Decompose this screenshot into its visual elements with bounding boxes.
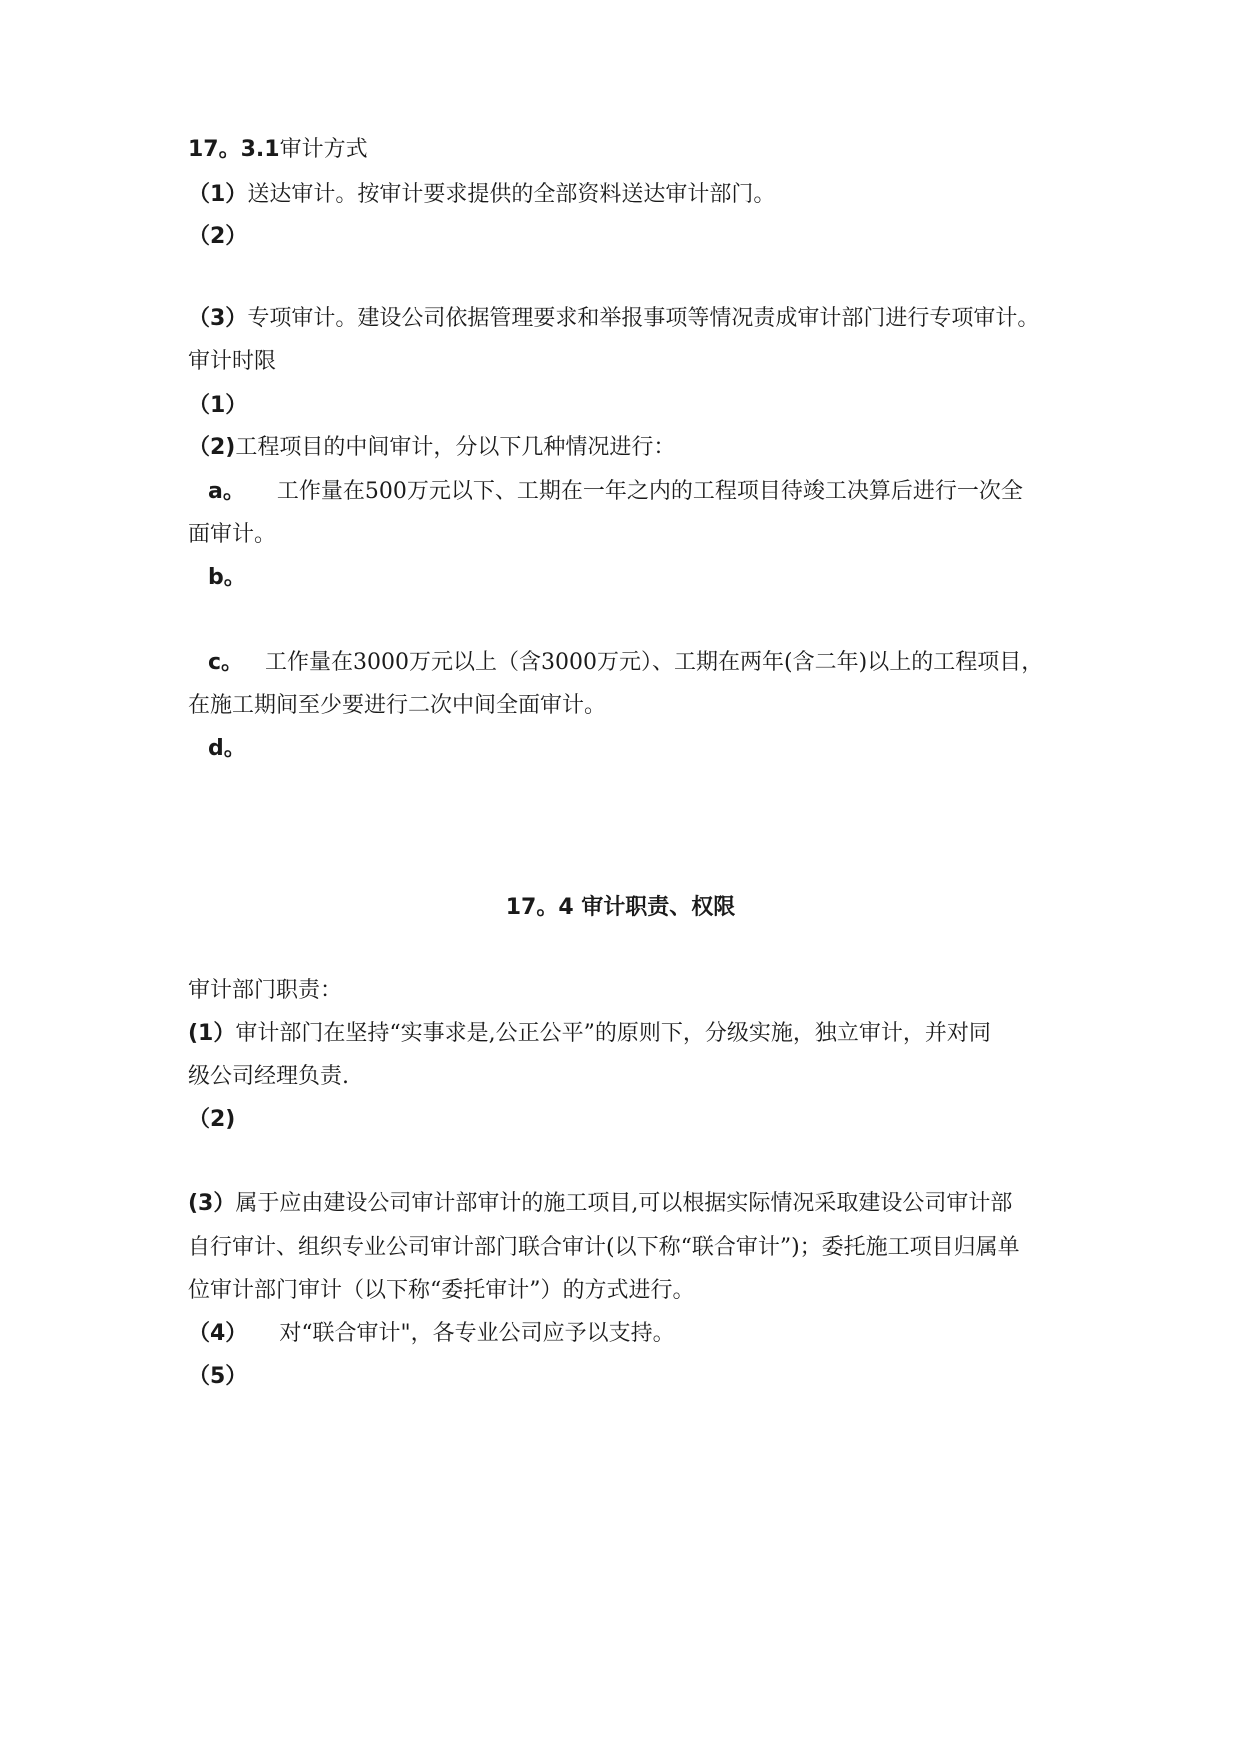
- list-item: [188, 648, 1128, 678]
- item-text: 送达审计。按审计要求提供的全部资料送达审计部门。: [247, 182, 776, 207]
- list-item: [188, 304, 1128, 334]
- item-text: 属于应由建设公司审计部审计的施工项目,可以根据实际情况采取建设公司审计部: [235, 1191, 1013, 1216]
- list-item: [188, 563, 1128, 593]
- list-item: [188, 1319, 1128, 1349]
- item-number: (3）: [188, 1191, 236, 1216]
- item-text: 专项审计。建设公司依据管理要求和举报事项等情况责成审计部门进行专项审计。: [247, 306, 1040, 331]
- item-text-continued: 位审计部门审计（以下称“委托审计”）的方式进行。: [188, 1278, 695, 1303]
- item-number: （1）: [188, 393, 248, 418]
- item-letter: c。: [208, 650, 244, 675]
- item-text: 工作量在3000万元以上（含3000万元）、工期在两年(含二年)以上的工程项目，: [265, 650, 1044, 675]
- item-text: 对“联合审计"，各专业公司应予以支持。: [279, 1321, 675, 1346]
- list-item: [188, 1189, 1128, 1219]
- paragraph-intro: 审计部门职责：: [188, 978, 343, 1003]
- item-letter: d。: [208, 736, 246, 761]
- item-number: （1）: [188, 182, 248, 207]
- item-number: （2): [188, 1107, 236, 1132]
- item-text: 工作量在500万元以下、工期在一年之内的工程项目待竣工决算后进行一次全: [276, 479, 1023, 504]
- item-number: （3）: [188, 306, 248, 331]
- item-text: 审计部门在坚持“实事求是,公正公平”的原则下，分级实施，独立审计，并对同: [235, 1021, 991, 1046]
- list-item: [188, 1362, 1128, 1392]
- list-item: [188, 222, 1128, 252]
- section-heading-17-3-1: [188, 135, 1128, 165]
- section-heading-17-4: 17。4 审计职责、权限: [505, 895, 736, 920]
- section-number: 17。3.1: [188, 137, 280, 162]
- list-item: [188, 433, 1128, 463]
- item-number: （4）: [188, 1321, 248, 1346]
- list-item: [188, 1019, 1128, 1049]
- list-item: [188, 180, 1128, 210]
- item-text-continued: 在施工期间至少要进行二次中间全面审计。: [188, 693, 607, 718]
- section-title: 审计方式: [279, 137, 368, 162]
- item-number: （2): [188, 435, 236, 460]
- list-item: [188, 391, 1128, 421]
- item-letter: b。: [208, 565, 246, 590]
- list-item: [188, 1105, 1128, 1135]
- item-number: （5）: [188, 1364, 248, 1389]
- item-text-continued: 面审计。: [188, 522, 277, 547]
- item-text-continued: 级公司经理负责.: [188, 1064, 349, 1089]
- item-text: 工程项目的中间审计，分以下几种情况进行：: [235, 435, 676, 460]
- list-item: [188, 734, 1128, 764]
- subsection-title: 审计时限: [188, 349, 277, 374]
- item-text-continued: 自行审计、组织专业公司审计部门联合审计(以下称“联合审计”)；委托施工项目归属单: [188, 1235, 1020, 1260]
- item-number: （2）: [188, 224, 248, 249]
- item-letter: a。: [208, 479, 245, 504]
- list-item: [188, 477, 1128, 507]
- item-number: (1）: [188, 1021, 236, 1046]
